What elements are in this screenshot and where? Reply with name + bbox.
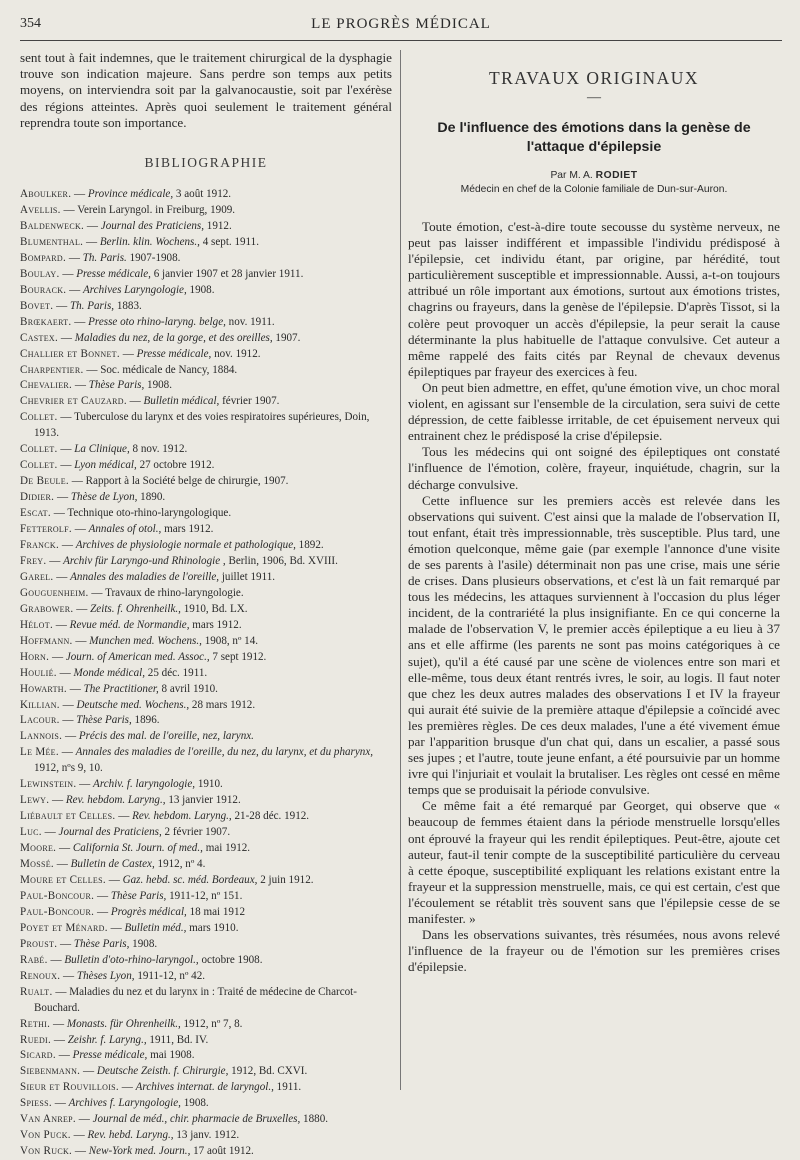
bib-author: Spiess. [20,1097,52,1110]
bib-details: mai 1912. [205,842,251,855]
bib-details: mars 1912. [192,618,242,631]
article-body [408,219,780,975]
bib-details: 1880. [303,1113,329,1126]
bib-details: 8 avril 1910. [161,682,218,695]
bib-author: Luc. [20,826,42,839]
bibliography-entry: Brœkaert. — Presse oto rhino-laryng. belge, nov. 1911. [20,315,275,328]
bib-author: Lewy. [20,794,50,807]
bib-details: juillet 1911. [221,570,276,583]
bib-author: Blumenthal. [20,235,84,248]
bib-details: Verein Laryngol. in Freiburg, 1909. [77,203,236,216]
bibliography-entry: Bourack. — Archives Laryngologie, 1908. [20,283,215,296]
bibliography-entry: Lacour. — Thèse Paris, 1896. [20,714,160,727]
bib-author: Von Ruck. [20,1145,73,1158]
bib-title: Archiv für Laryngo-und Rhinologie , [63,554,226,567]
bib-details: 1907. [275,331,301,344]
bib-author: Garel. [20,570,54,583]
bibliography-entry: Lewinstein. — Archiv. f. laryngologie, 1910. [20,778,223,791]
bib-author: Van Anrep. [20,1113,76,1126]
bib-details: Travaux de rhino-laryngologie. [105,586,244,599]
bib-details: 1912. [206,219,232,232]
column-divider [400,50,401,1090]
bibliography-entry: Siebenmann. — Deutsche Zeisth. f. Chirurgie, 1912, Bd. CXVI. [20,1065,308,1078]
bib-details: 1912, nº 7, 8. [183,1017,243,1030]
bib-author: Rethi. [20,1017,51,1030]
bib-title: Archives internat. de laryngol., [135,1081,274,1094]
bibliography-entry: Bompard. — Th. Paris. 1907-1908. [20,251,181,264]
bib-author: Hoffmann. [20,634,73,647]
bib-author: Didier. [20,491,55,504]
bib-details: 7 sept 1912. [212,650,267,663]
bib-title: Bulletin d'oto-rhino-laryngol., [64,953,199,966]
page-header [20,14,782,36]
bib-title: Presse médicale, [136,347,212,360]
bib-title: Journal des Praticiens, [100,219,204,232]
bibliography-entry: Chevalier. — Thèse Paris, 1908. [20,379,172,392]
bib-author: Brœkaert. [20,315,72,328]
bib-title: Zeishr. f. Laryng., [67,1033,147,1046]
bibliography-entry: Hélot. — Revue méd. de Normandie, mars 1912. [20,618,242,631]
article-title: De l'influence des émotions dans la genèse de l'attaque d'épilepsie [437,120,751,155]
section-dash: — [587,90,601,105]
bibliography-entry: Blumenthal. — Berlin. klin. Wochens., 4 sept. 1911. [20,235,260,248]
bib-title: Bulletin médical, [143,395,220,408]
bib-author: Killian. [20,698,60,711]
bib-details: 1910, Bd. LX. [183,602,248,615]
bibliography-entry: Grabower. — Zeits. f. Ohrenheilk., 1910, Bd. LX. [20,602,248,615]
bib-details: 6 janvier 1907 et 28 janvier 1911. [153,267,304,280]
bib-details: 1911, Bd. IV. [149,1033,209,1046]
bib-details: 2 février 1907. [164,826,231,839]
bib-author: Collet. [20,411,58,424]
bib-title: The Practitioner, [83,682,159,695]
bibliography-entry: Rualt. — Maladies du nez et du larynx in : Traité de médecine de Charcot-Bouchard. [20,985,357,1014]
bib-title: Thèse de Lyon, [70,491,138,504]
bib-title: La Clinique, [74,443,130,456]
bib-title: Rev. hebd. Laryng., [87,1129,174,1142]
bib-details: 3 août 1912. [175,188,232,201]
bib-details: Berlin, 1906, Bd. XVIII. [228,554,338,567]
bibliography-entry: Garel. — Annales des maladies de l'oreille, juillet 1911. [20,570,276,583]
bib-author: Sieur et Rouvillois. [20,1081,119,1094]
bibliography-entry: Hoffmann. — Munchen med. Wochens., 1908, nº 14. [20,634,259,647]
bib-author: Poyet et Ménard. [20,921,108,934]
bib-details: 17 août 1912. [193,1145,254,1158]
bib-title: Journal des Praticiens, [58,826,162,839]
bib-author: Rualt. [20,985,53,998]
bibliography-entry: Franck. — Archives de physiologie normale et pathologique, 1892. [20,538,324,551]
bib-title: Monasts. für Ohrenheilk., [66,1017,181,1030]
bib-author: Gouguenheim. [20,586,89,599]
bib-title: Berlin. klin. Wochens., [99,235,200,248]
bib-title: Journ. of American med. Assoc., [65,650,210,663]
bibliography-entry: Horn. — Journ. of American med. Assoc., 7 sept 1912. [20,650,267,663]
bib-details: 1883. [116,299,142,312]
article-paragraph: Ce même fait a été remarqué par Georget, qui observe que « beaucoup de femmes étaient dans la période menstruelle lorsqu'elles ont éprouvé la frayeur qui les rendit épileptiques. Peut-être, ajoute cet auteur, faut-il tenir compte de la susceptibilité particulière du cerveau à cette époque, susceptibilité expliquant les relations existant entre la frayeur et la suppression menstruelle, mais, ce qui est certain, c'est que l'écoulement se rétablit très souvent sans que l'épilepsie cesse de se manifester. » [408,798,780,927]
bib-title: Gaz. hebd. sc. méd. Bordeaux, [122,874,258,886]
article-paragraph: Tous les médecins qui ont soigné des épileptiques ont constaté l'influence de l'émotion, colère, frayeur, inquiétude, chagrin, sur la décharge convulsive. [408,444,780,492]
bib-author: Challier et Bonnet. [20,347,120,360]
bib-author: Frey. [20,554,47,567]
bib-author: Avellis. [20,203,61,216]
bib-title: Annales des maladies de l'oreille, [70,570,220,583]
bibliography-entry: Luc. — Journal des Praticiens, 2 février 1907. [20,826,231,839]
bibliography-entry: Rethi. — Monasts. für Ohrenheilk., 1912, nº 7, 8. [20,1017,243,1030]
bibliography-entry: Poyet et Ménard. — Bulletin méd., mars 1910. [20,921,239,934]
bibliography-entry: Baldenweck. — Journal des Praticiens, 1912. [20,219,232,232]
bib-author: Sicard. [20,1049,56,1062]
bib-details: 1892. [298,538,324,551]
bib-author: Bourack. [20,283,67,296]
bib-details: Maladies du nez et du larynx in : Traité de médecine de Charcot-Bouchard. [34,985,357,1014]
bib-author: Charpentier. [20,363,84,376]
bibliography-entry: Fetterolf. — Annales of otol., mars 1912. [20,523,214,536]
bib-author: Franck. [20,538,60,551]
bibliography-entry: Van Anrep. — Journal de méd., chir. pharmacie de Bruxelles, 1880. [20,1113,329,1126]
bib-title: Journal de méd., chir. pharmacie de Bruxelles, [92,1113,301,1126]
bib-details: 1908. [132,937,158,950]
bibliography-entry: Sieur et Rouvillois. — Archives internat. de laryngol., 1911. [20,1081,302,1094]
bibliography-entry: Liébault et Celles. — Rev. hebdom. Laryng., 21-28 déc. 1912. [20,810,310,823]
bib-details: Rapport à la Société belge de chirurgie, 1907. [85,475,289,488]
bib-details: 21-28 déc. 1912. [234,810,310,823]
bib-title: Presse médicale, [72,1049,148,1062]
bib-author: Proust. [20,937,58,950]
bib-title: Bulletin de Castex, [70,858,155,871]
bib-author: Liébault et Celles. [20,810,116,823]
bib-author: Lacour. [20,714,60,727]
bib-details: 27 octobre 1912. [139,459,215,472]
bib-title: Presse oto rhino-laryng. belge, [88,315,226,328]
bibliography-entry: Charpentier. — Soc. médicale de Nancy, 1884. [20,363,238,376]
bib-details: mars 1912. [164,523,214,536]
bib-title: Précis des mal. de l'oreille, nez, larynx. [78,730,254,743]
bib-author: Bompard. [20,251,67,264]
bib-details: 1912, nºs 9, 10. [34,762,103,775]
bib-title: Zeits. f. Ohrenheilk., [90,602,181,615]
bibliography-entry: Moore. — California St. Journ. of med., mai 1912. [20,842,251,855]
bib-title: California St. Journ. of med., [72,842,203,855]
bibliography-entry: Avellis. — Verein Laryngol. in Freiburg, 1909. [20,203,236,216]
bib-title: Monde médical, [73,666,146,679]
bib-title: Lyon médical, [74,459,137,472]
bib-title: Revue méd. de Normandie, [69,618,190,631]
bib-author: Houlié. [20,666,57,679]
bibliography-entry: Boulay. — Presse médicale, 6 janvier 1907 et 28 janvier 1911. [20,267,304,280]
bibliography-entry: Challier et Bonnet. — Presse médicale, nov. 1912. [20,347,261,360]
bib-author: Moure et Celles. [20,874,106,886]
bibliography-entry: Bovet. — Th. Paris, 1883. [20,299,142,312]
bib-title: Province médicale, [87,188,174,201]
bibliography-entry: Von Puck. — Rev. hebd. Laryng., 13 janv. 1912. [20,1129,240,1142]
bib-details: 1908. [183,1097,209,1110]
bib-author: Rabé. [20,953,48,966]
bib-author: Lewinstein. [20,778,77,791]
bib-details: 1911. [276,1081,302,1094]
bib-title: Rev. hebdom. Laryng., [132,810,232,823]
bib-details: février 1907. [222,395,280,408]
bibliography-entry: Renoux. — Thèses Lyon, 1911-12, nº 42. [20,969,206,982]
bib-title: Thèse Paris, [73,937,130,950]
bib-title: Rev. hebdom. Laryng., [65,794,166,807]
article-paragraph: Cette influence sur les premiers accès est relevée dans les observations qui suivent. C'est ainsi que la malade de l'observation II, tout enfant, était très impressionnable, très susceptible. Plus tard, une émotion quelconque, même gaie (par exemple l'annonce d'une visite de ses parents à l'asile) déterminait non pas une crise, mais une série de crises. Dans plusieurs observations, et c'est là un fait remarqué par tous les médecins, les attaques surviennent à l'occasion du plus léger incident, de la contrariété la plus insignifiante. En ce qui concerne la malade de l'observation V, le premier accès épileptique a eu lieu à 37 ans et elle affirme (les parents ne sont pas moins catégoriques à ce sujet), qu'il a été causé par une scène de violences entre son mari et elle-même, tous deux étant rentrés ivres, le soir, au logis. Il faut noter que chez les deux autres malades des observations I et IV la frayeur qui aurait été suivie de la première attaque d'épilepsie a coïncidé avec les premières règles. De ces deux malades, l'une a été vivement émue par l'apparition brusque d'un chat qui, dans un escalier, a passé sous ses jupes ; et l'autre, toute jeune enfant, a été poursuivie par un homme ivre qui l'injuriait et voulait la brutaliser. Les règles ont cessé en même temps que se produisait la période convulsive. [408,492,780,798]
bib-author: Horn. [20,650,50,663]
bib-title: Th. Paris, [69,299,115,312]
bibliography-entry: Chevrier et Cauzard. — Bulletin médical, février 1907. [20,395,280,408]
bib-author: De Beule. [20,475,69,488]
bib-author: Castex. [20,331,59,344]
bibliography-entry: Gouguenheim. — Travaux de rhino-laryngologie. [20,586,244,599]
bibliography-entry: Rabé. — Bulletin d'oto-rhino-laryngol., octobre 1908. [20,953,263,966]
bib-title: Archives de physiologie normale et pathologique, [75,538,296,551]
bibliography-entry: Collet. — Lyon médical, 27 octobre 1912. [20,459,215,472]
bib-details: 13 janvier 1912. [168,794,241,807]
bib-author: Moore. [20,842,57,855]
bibliography-entry: Didier. — Thèse de Lyon, 1890. [20,491,166,504]
bibliography-entry: Ruedi. — Zeishr. f. Laryng., 1911, Bd. IV. [20,1033,209,1046]
bib-author: Collet. [20,443,58,456]
bib-title: Bulletin méd., [124,921,187,934]
bib-title: Archives Laryngologie, [83,283,187,296]
bib-details: 1908, nº 14. [204,634,259,647]
article-paragraph: Toute émotion, c'est-à-dire toute secousse du système nerveux, ne peut pas laisser indifférent et impassible l'individu prédisposé à l'épilepsie, cet individu étant, par origine, par hérédité, tout particulièrement susceptible et impressionnable. Aussi, a-t-on toujours attribué un rôle important aux émotions, surtout aux émotions tristes, chagrins ou frayeurs, dans la genèse de l'épilepsie. D'après Tissot, si la colère peut provoquer un accès d'épilepsie, la peur serait la cause déterminante la plus habituelle de l'attaque convulsive. Cet auteur a même rappelé des faits cités par Reynal de chevaux devenus épileptiques par frayeur des exercices à feu. [408,219,780,379]
bib-details: 1910. [197,778,223,791]
bibliography-entry: Escat. — Technique oto-rhino-laryngologique. [20,507,232,520]
bib-title: Thèses Lyon, [76,969,135,982]
bib-details: nov. 1912. [214,347,261,360]
page-number: 354 [20,16,41,31]
bib-title: Thèse Paris, [110,889,167,902]
bibliography-entry: Paul-Boncour. — Thèse Paris, 1911-12, nº 151. [20,889,243,902]
bibliography-entry: Killian. — Deutsche med. Wochens., 28 mars 1912. [20,698,256,711]
bib-author: Boulay. [20,267,60,280]
bibliography-entry: Lewy. — Rev. hebdom. Laryng., 13 janvier 1912. [20,794,241,807]
bib-author: Hélot. [20,618,54,631]
bibliography-entry: Lannois. — Précis des mal. de l'oreille, nez, larynx. [20,730,254,743]
bib-author: Le Mée. [20,746,59,759]
byline-prefix: Par M. A. [550,170,593,181]
bib-title: Archives f. Laryngologie, [68,1097,181,1110]
bib-title: Maladies du nez, de la gorge, et des oreilles, [74,331,273,344]
bib-details: nov. 1911. [228,315,275,328]
byline [408,169,780,183]
author-affiliation: Médecin en chef de la Colonie familiale de Dun-sur-Auron. [460,184,728,195]
section-title: TRAVAUX ORIGINAUX [488,68,700,88]
running-title: LE PROGRÈS MÉDICAL [311,16,491,32]
bib-details: 1912, Bd. CXVI. [231,1065,308,1078]
author-name: RODIET [595,170,638,181]
bib-title: Archiv. f. laryngologie, [93,778,196,791]
bib-author: Renoux. [20,969,61,982]
bib-details: 4 sept. 1911. [202,235,260,248]
bib-details: 25 déc. 1911. [147,666,208,679]
bib-details: 8 nov. 1912. [132,443,188,456]
left-column [20,50,392,1160]
bibliography-entry: Collet. — Tuberculose du larynx et des voies respiratoires supérieures, Doin, 1913. [20,411,370,440]
bib-details: 1908. [189,283,215,296]
bib-details: 1896. [134,714,160,727]
bibliography-entry: Spiess. — Archives f. Laryngologie, 1908. [20,1097,209,1110]
bibliography-entry: Sicard. — Presse médicale, mai 1908. [20,1049,195,1062]
article-paragraph: On peut bien admettre, en effet, qu'une émotion vive, un choc moral violent, en agissant sur l'ensemble de la circulation, sera suivi de cette dépression, de cette faiblesse irritable, de cet épuisement nerveux qui entrainent chez le prédisposé la crise d'épilepsie. [408,379,780,444]
bib-author: Collet. [20,459,58,472]
bib-author: Baldenweck. [20,219,85,232]
bib-title: Thèse Paris, [76,714,132,727]
bib-details: 1912, nº 4. [157,858,206,871]
intro-paragraph: sent tout à fait indemnes, que le traitement chirurgical de la dysphagie trouve son indication majeure. Sans perdre son temps aux petits moyens, on interviendra soit par la galvanocaustie, soit par l'exérèse des régions atteintes. Après quoi seulement le traitement général reprendra toute son importance. [20,50,392,130]
bib-details: 18 mai 1912 [189,905,246,918]
bib-author: Howarth. [20,682,67,695]
bibliography-entry: Castex. — Maladies du nez, de la gorge, et des oreilles, 1907. [20,331,301,344]
bib-author: Fetterolf. [20,523,72,536]
bib-details: 28 mars 1912. [191,698,256,711]
bibliography-entry: Le Mée. — Annales des maladies de l'oreille, du nez, du larynx, et du pharynx, 1912, nºs 9, 10. [20,746,374,775]
right-column [408,50,780,975]
bibliography-heading: BIBLIOGRAPHIE [144,155,268,171]
bib-author: Aboulker. [20,188,72,201]
bibliography-entry: Howarth. — The Practitioner, 8 avril 1910. [20,682,218,695]
bib-details: octobre 1908. [201,953,263,966]
bib-title: Annales des maladies de l'oreille, du nez, du larynx, et du pharynx, [75,746,374,759]
bib-author: Chevalier. [20,379,73,392]
bib-author: Chevrier et Cauzard. [20,395,127,408]
bib-details: 13 janv. 1912. [176,1129,240,1142]
bib-title: Th. Paris. [82,251,127,264]
bib-author: Grabower. [20,602,74,615]
bibliography-entry: Frey. — Archiv für Laryngo-und Rhinologie , Berlin, 1906, Bd. XVIII. [20,554,338,567]
bib-author: Bovet. [20,299,54,312]
bib-author: Lannois. [20,730,63,743]
bib-author: Von Puck. [20,1129,71,1142]
bibliography-list [20,187,392,1160]
bib-details: 2 juin 1912. [260,874,314,886]
bib-title: Munchen med. Wochens., [89,634,202,647]
bib-details: mai 1908. [150,1049,195,1062]
bibliography-entry: Paul-Boncour. — Progrès médical, 18 mai 1912 [20,905,246,918]
article-paragraph: Dans les observations suivantes, très résumées, nous avons relevé l'influence de la frayeur ou de l'émotion sur les premières crises d'épilepsie. [408,927,780,975]
bibliography-entry: Von Ruck. — New-York med. Journ., 17 août 1912. [20,1145,254,1158]
bib-title: Presse médicale, [76,267,151,280]
bib-details: mars 1910. [189,921,239,934]
bibliography-entry: Moure et Celles. — Gaz. hebd. sc. méd. Bordeaux, 2 juin 1912. [20,874,314,886]
bib-author: Ruedi. [20,1033,52,1046]
bib-author: Mossé. [20,858,54,871]
bib-title: Deutsche med. Wochens., [76,698,190,711]
bibliography-entry: Aboulker. — Province médicale, 3 août 1912. [20,188,232,201]
bibliography-entry: De Beule. — Rapport à la Société belge de chirurgie, 1907. [20,475,289,488]
bib-details: 1911-12, nº 151. [169,889,243,902]
bib-author: Paul-Boncour. [20,889,95,902]
header-rule [20,40,782,41]
bib-details: 1890. [140,491,166,504]
bib-title: Annales of otol., [88,523,162,536]
bib-details: Technique oto-rhino-laryngologique. [67,507,232,520]
bib-title: Progrès médical, [110,905,187,918]
bib-author: Siebenmann. [20,1065,81,1078]
bib-details: Soc. médicale de Nancy, 1884. [100,363,238,376]
bib-details: 1908. [147,379,172,392]
bib-details: Tuberculose du larynx et des voies respiratoires supérieures, Doin, 1913. [34,411,370,440]
bibliography-entry: Houlié. — Monde médical, 25 déc. 1911. [20,666,208,679]
bibliography-entry: Mossé. — Bulletin de Castex, 1912, nº 4. [20,858,206,871]
bibliography-entry: Collet. — La Clinique, 8 nov. 1912. [20,443,188,456]
bib-details: 1907-1908. [129,251,181,264]
bib-title: Deutsche Zeisth. f. Chirurgie, [96,1065,229,1078]
bib-title: Thèse Paris, [88,379,145,392]
bib-details: 1911-12, nº 42. [137,969,206,982]
bib-title: New-York med. Journ., [88,1145,191,1158]
bib-author: Escat. [20,507,51,520]
bib-author: Paul-Boncour. [20,905,95,918]
bibliography-entry: Proust. — Thèse Paris, 1908. [20,937,158,950]
